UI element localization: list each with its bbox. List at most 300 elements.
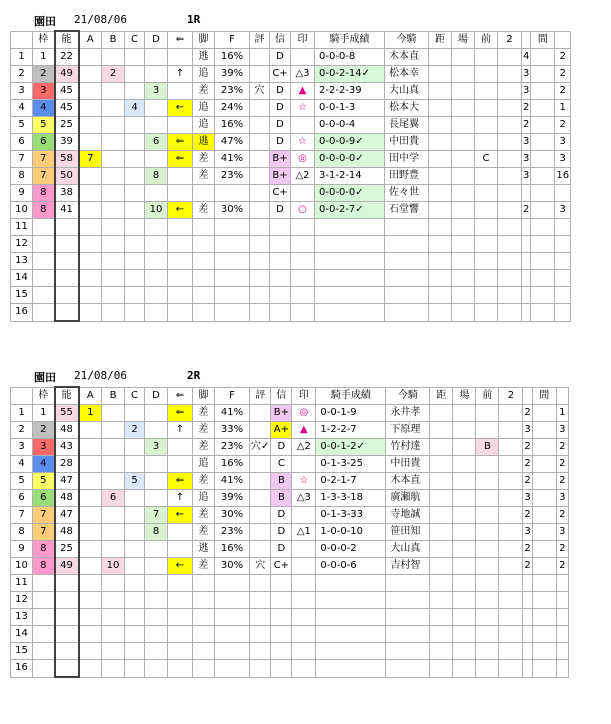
- mark-cell[interactable]: [292, 507, 316, 524]
- jockey-record-cell[interactable]: 0-1-3-25: [316, 456, 386, 473]
- empty-cell[interactable]: [102, 643, 125, 660]
- empty-cell[interactable]: [522, 219, 531, 236]
- empty-cell[interactable]: [125, 219, 145, 236]
- style-cell[interactable]: 差: [193, 473, 215, 490]
- jockey-record-cell[interactable]: 0-1-3-33: [316, 507, 386, 524]
- empty-cell[interactable]: [291, 219, 315, 236]
- empty-cell[interactable]: [193, 236, 215, 253]
- row-number[interactable]: 16: [11, 660, 33, 678]
- empty-cell[interactable]: [385, 270, 429, 287]
- c-cell[interactable]: [125, 66, 145, 83]
- waku-cell[interactable]: 1: [33, 49, 55, 66]
- confidence-cell[interactable]: C+: [270, 66, 291, 83]
- interval-cell[interactable]: 2: [556, 439, 568, 456]
- empty-cell[interactable]: [79, 592, 102, 609]
- a-cell[interactable]: [79, 558, 102, 575]
- hyo-cell[interactable]: [250, 422, 271, 439]
- empty-cell[interactable]: [429, 253, 452, 270]
- x-cell[interactable]: 3: [522, 168, 531, 185]
- b-cell[interactable]: [102, 507, 125, 524]
- f-cell[interactable]: 23%: [215, 439, 250, 456]
- jockey-record-cell[interactable]: 0-0-0-9✓: [315, 134, 385, 151]
- course-cell[interactable]: [453, 439, 476, 456]
- empty-cell[interactable]: [270, 253, 291, 270]
- x-cell[interactable]: 2: [522, 117, 531, 134]
- d-cell[interactable]: [145, 405, 168, 422]
- empty-cell[interactable]: [498, 253, 522, 270]
- x-cell[interactable]: 3: [522, 83, 531, 100]
- confidence-cell[interactable]: D: [270, 83, 291, 100]
- course-cell[interactable]: [452, 185, 475, 202]
- course-cell[interactable]: [453, 422, 476, 439]
- hyo-cell[interactable]: [250, 100, 270, 117]
- d-cell[interactable]: 10: [145, 202, 168, 219]
- ability-cell[interactable]: 25: [55, 117, 79, 134]
- interval-cell[interactable]: 2: [556, 456, 568, 473]
- arrow-cell[interactable]: [168, 456, 193, 473]
- mark-cell[interactable]: △2: [291, 168, 315, 185]
- style-cell[interactable]: 差: [193, 524, 215, 541]
- empty-cell[interactable]: [498, 236, 522, 253]
- waku-cell[interactable]: 5: [33, 117, 55, 134]
- empty-cell[interactable]: [168, 287, 193, 304]
- jockey-record-cell[interactable]: 0-0-0-4: [315, 117, 385, 134]
- interval-cell[interactable]: 2: [556, 507, 568, 524]
- empty-cell[interactable]: [555, 236, 571, 253]
- empty-cell[interactable]: [250, 609, 271, 626]
- prev-cell[interactable]: [475, 66, 498, 83]
- blank-cell[interactable]: [532, 524, 556, 541]
- course-cell[interactable]: [452, 83, 475, 100]
- confidence-cell[interactable]: C+: [270, 185, 291, 202]
- distance-cell[interactable]: [430, 490, 453, 507]
- confidence-cell[interactable]: B+: [271, 405, 292, 422]
- style-cell[interactable]: 逃: [193, 134, 215, 151]
- b-cell[interactable]: 10: [102, 558, 125, 575]
- x-cell[interactable]: 2: [523, 456, 532, 473]
- a-cell[interactable]: 1: [79, 405, 102, 422]
- empty-cell[interactable]: [193, 575, 215, 592]
- empty-cell[interactable]: [250, 236, 270, 253]
- empty-cell[interactable]: [315, 236, 385, 253]
- empty-cell[interactable]: [498, 219, 522, 236]
- distance-cell[interactable]: [430, 541, 453, 558]
- empty-cell[interactable]: [291, 270, 315, 287]
- confidence-cell[interactable]: D: [271, 524, 292, 541]
- empty-cell[interactable]: [429, 304, 452, 322]
- blank-cell[interactable]: [531, 66, 555, 83]
- empty-cell[interactable]: [453, 643, 476, 660]
- prev-cell[interactable]: [475, 185, 498, 202]
- mark-cell[interactable]: [292, 456, 316, 473]
- b-cell[interactable]: [102, 168, 125, 185]
- empty-cell[interactable]: [193, 643, 215, 660]
- empty-cell[interactable]: [79, 609, 102, 626]
- interval-cell[interactable]: 2: [555, 49, 571, 66]
- f-cell[interactable]: 30%: [215, 202, 250, 219]
- empty-cell[interactable]: [250, 626, 271, 643]
- empty-cell[interactable]: [145, 304, 168, 322]
- b-cell[interactable]: [102, 422, 125, 439]
- empty-cell[interactable]: [102, 660, 125, 678]
- empty-cell[interactable]: [291, 253, 315, 270]
- empty-cell[interactable]: [102, 253, 125, 270]
- d-cell[interactable]: 8: [145, 168, 168, 185]
- b-cell[interactable]: [102, 117, 125, 134]
- mark-cell[interactable]: ☆: [291, 100, 315, 117]
- mark-cell[interactable]: [291, 185, 315, 202]
- empty-cell[interactable]: [476, 643, 499, 660]
- empty-cell[interactable]: [292, 626, 316, 643]
- style-cell[interactable]: 追: [193, 490, 215, 507]
- arrow-cell[interactable]: [168, 439, 193, 456]
- c-cell[interactable]: [125, 558, 145, 575]
- empty-cell[interactable]: [522, 270, 531, 287]
- row-number[interactable]: 11: [11, 219, 33, 236]
- empty-cell[interactable]: [55, 287, 79, 304]
- empty-cell[interactable]: [291, 304, 315, 322]
- empty-cell[interactable]: [215, 575, 250, 592]
- empty-cell[interactable]: [215, 253, 250, 270]
- header-cell-blank[interactable]: [11, 387, 33, 405]
- empty-cell[interactable]: [556, 592, 568, 609]
- x-cell[interactable]: 2: [523, 507, 532, 524]
- empty-cell[interactable]: [271, 643, 292, 660]
- row-number[interactable]: 15: [11, 287, 33, 304]
- empty-cell[interactable]: [145, 609, 168, 626]
- jockey-record-cell[interactable]: 0-2-1-7: [316, 473, 386, 490]
- two-cell[interactable]: [498, 66, 522, 83]
- empty-cell[interactable]: [102, 626, 125, 643]
- b-cell[interactable]: [102, 185, 125, 202]
- hyo-cell[interactable]: [250, 117, 270, 134]
- prev-cell[interactable]: [475, 49, 498, 66]
- blank-cell[interactable]: [532, 507, 556, 524]
- waku-cell[interactable]: 3: [33, 83, 55, 100]
- confidence-cell[interactable]: D: [270, 134, 291, 151]
- ability-cell[interactable]: 55: [55, 405, 79, 422]
- empty-cell[interactable]: [145, 575, 168, 592]
- prev-cell[interactable]: [475, 100, 498, 117]
- empty-cell[interactable]: [385, 253, 429, 270]
- empty-cell[interactable]: [386, 643, 430, 660]
- empty-cell[interactable]: [475, 270, 498, 287]
- empty-cell[interactable]: [498, 270, 522, 287]
- course-cell[interactable]: [453, 524, 476, 541]
- row-number[interactable]: 10: [11, 202, 33, 219]
- empty-cell[interactable]: [145, 592, 168, 609]
- row-number[interactable]: 13: [11, 253, 33, 270]
- empty-cell[interactable]: [55, 236, 79, 253]
- b-cell[interactable]: 6: [102, 490, 125, 507]
- empty-cell[interactable]: [79, 660, 102, 678]
- a-cell[interactable]: [79, 83, 102, 100]
- interval-cell[interactable]: 16: [555, 168, 571, 185]
- empty-cell[interactable]: [316, 592, 386, 609]
- empty-cell[interactable]: [430, 592, 453, 609]
- arrow-cell[interactable]: ⇐: [168, 473, 193, 490]
- mark-cell[interactable]: [292, 541, 316, 558]
- course-cell[interactable]: [453, 490, 476, 507]
- empty-cell[interactable]: [532, 575, 556, 592]
- empty-cell[interactable]: [250, 219, 270, 236]
- blank-cell[interactable]: [531, 83, 555, 100]
- a-cell[interactable]: [79, 524, 102, 541]
- jockey-record-cell[interactable]: 3-1-2-14: [315, 168, 385, 185]
- confidence-cell[interactable]: B: [271, 473, 292, 490]
- empty-cell[interactable]: [250, 304, 270, 322]
- hyo-cell[interactable]: [250, 49, 270, 66]
- blank-cell[interactable]: [531, 117, 555, 134]
- interval-cell[interactable]: 3: [556, 422, 568, 439]
- empty-cell[interactable]: [215, 270, 250, 287]
- empty-cell[interactable]: [315, 253, 385, 270]
- two-cell[interactable]: [499, 524, 523, 541]
- d-cell[interactable]: [145, 100, 168, 117]
- row-number[interactable]: 5: [11, 117, 33, 134]
- style-cell[interactable]: 差: [193, 422, 215, 439]
- arrow-cell[interactable]: [168, 83, 193, 100]
- jockey-cell[interactable]: 寺地誠: [386, 507, 430, 524]
- jockey-cell[interactable]: 下原理: [386, 422, 430, 439]
- jockey-cell[interactable]: 松本大: [385, 100, 429, 117]
- empty-cell[interactable]: [193, 287, 215, 304]
- d-cell[interactable]: [145, 422, 168, 439]
- a-cell[interactable]: 7: [79, 151, 102, 168]
- empty-cell[interactable]: [453, 660, 476, 678]
- two-cell[interactable]: [498, 134, 522, 151]
- empty-cell[interactable]: [315, 219, 385, 236]
- empty-cell[interactable]: [55, 643, 79, 660]
- b-cell[interactable]: [102, 202, 125, 219]
- row-number[interactable]: 8: [11, 524, 33, 541]
- empty-cell[interactable]: [453, 609, 476, 626]
- empty-cell[interactable]: [522, 253, 531, 270]
- course-cell[interactable]: [452, 168, 475, 185]
- course-cell[interactable]: [452, 151, 475, 168]
- distance-cell[interactable]: [429, 66, 452, 83]
- empty-cell[interactable]: [79, 236, 102, 253]
- empty-cell[interactable]: [452, 304, 475, 322]
- x-cell[interactable]: 2: [523, 473, 532, 490]
- empty-cell[interactable]: [532, 626, 556, 643]
- empty-cell[interactable]: [79, 626, 102, 643]
- empty-cell[interactable]: [102, 592, 125, 609]
- ability-cell[interactable]: 39: [55, 134, 79, 151]
- empty-cell[interactable]: [215, 626, 250, 643]
- empty-cell[interactable]: [250, 270, 270, 287]
- d-cell[interactable]: [145, 151, 168, 168]
- row-number[interactable]: 15: [11, 643, 33, 660]
- d-cell[interactable]: [145, 456, 168, 473]
- empty-cell[interactable]: [386, 626, 430, 643]
- empty-cell[interactable]: [215, 304, 250, 322]
- empty-cell[interactable]: [125, 643, 145, 660]
- empty-cell[interactable]: [215, 236, 250, 253]
- a-cell[interactable]: [79, 490, 102, 507]
- arrow-cell[interactable]: ⇐: [168, 134, 193, 151]
- empty-cell[interactable]: [168, 660, 193, 678]
- two-cell[interactable]: [498, 83, 522, 100]
- d-cell[interactable]: 8: [145, 524, 168, 541]
- empty-cell[interactable]: [271, 575, 292, 592]
- empty-cell[interactable]: [250, 592, 271, 609]
- empty-cell[interactable]: [33, 643, 55, 660]
- c-cell[interactable]: [125, 49, 145, 66]
- style-cell[interactable]: 差: [193, 558, 215, 575]
- arrow-cell[interactable]: ←: [168, 100, 193, 117]
- empty-cell[interactable]: [102, 609, 125, 626]
- x-cell[interactable]: 2: [522, 202, 531, 219]
- empty-cell[interactable]: [523, 575, 532, 592]
- empty-cell[interactable]: [193, 626, 215, 643]
- empty-cell[interactable]: [315, 270, 385, 287]
- hyo-cell[interactable]: [250, 66, 270, 83]
- two-cell[interactable]: [499, 507, 523, 524]
- empty-cell[interactable]: [55, 270, 79, 287]
- blank-cell[interactable]: [531, 134, 555, 151]
- empty-cell[interactable]: [453, 592, 476, 609]
- prev-cell[interactable]: [476, 541, 499, 558]
- blank-cell[interactable]: [532, 541, 556, 558]
- row-number[interactable]: 8: [11, 168, 33, 185]
- two-cell[interactable]: [498, 117, 522, 134]
- empty-cell[interactable]: [556, 575, 568, 592]
- ability-cell[interactable]: 28: [55, 456, 79, 473]
- f-cell[interactable]: 30%: [215, 558, 250, 575]
- jockey-cell[interactable]: 佐々世: [385, 185, 429, 202]
- empty-cell[interactable]: [555, 270, 571, 287]
- empty-cell[interactable]: [316, 575, 386, 592]
- ability-cell[interactable]: 49: [55, 66, 79, 83]
- distance-cell[interactable]: [429, 134, 452, 151]
- two-cell[interactable]: [498, 168, 522, 185]
- confidence-cell[interactable]: B: [271, 490, 292, 507]
- empty-cell[interactable]: [271, 609, 292, 626]
- ability-cell[interactable]: 47: [55, 507, 79, 524]
- confidence-cell[interactable]: D: [270, 202, 291, 219]
- a-cell[interactable]: [79, 100, 102, 117]
- distance-cell[interactable]: [429, 100, 452, 117]
- empty-cell[interactable]: [102, 287, 125, 304]
- jockey-record-cell[interactable]: 2-2-2-39: [315, 83, 385, 100]
- prev-cell[interactable]: [476, 456, 499, 473]
- jockey-record-cell[interactable]: 0-0-0-0✓: [315, 151, 385, 168]
- empty-cell[interactable]: [476, 609, 499, 626]
- empty-cell[interactable]: [532, 592, 556, 609]
- x-cell[interactable]: 2: [523, 558, 532, 575]
- empty-cell[interactable]: [429, 270, 452, 287]
- hyo-cell[interactable]: [250, 405, 271, 422]
- prev-cell[interactable]: [475, 134, 498, 151]
- empty-cell[interactable]: [270, 270, 291, 287]
- hyo-cell[interactable]: [250, 185, 270, 202]
- interval-cell[interactable]: 3: [555, 151, 571, 168]
- jockey-cell[interactable]: 長尾翼: [385, 117, 429, 134]
- a-cell[interactable]: [79, 439, 102, 456]
- f-cell[interactable]: 41%: [215, 151, 250, 168]
- empty-cell[interactable]: [475, 304, 498, 322]
- d-cell[interactable]: [145, 473, 168, 490]
- empty-cell[interactable]: [271, 660, 292, 678]
- mark-cell[interactable]: ◎: [291, 151, 315, 168]
- ability-cell[interactable]: 45: [55, 100, 79, 117]
- x-cell[interactable]: 2: [523, 541, 532, 558]
- course-cell[interactable]: [452, 202, 475, 219]
- waku-cell[interactable]: 3: [33, 439, 55, 456]
- empty-cell[interactable]: [386, 609, 430, 626]
- empty-cell[interactable]: [270, 304, 291, 322]
- arrow-cell[interactable]: [168, 168, 193, 185]
- empty-cell[interactable]: [555, 304, 571, 322]
- two-cell[interactable]: [498, 151, 522, 168]
- style-cell[interactable]: 差: [193, 202, 215, 219]
- two-cell[interactable]: [499, 541, 523, 558]
- jockey-record-cell[interactable]: 0-0-2-14✓: [315, 66, 385, 83]
- empty-cell[interactable]: [315, 287, 385, 304]
- empty-cell[interactable]: [33, 609, 55, 626]
- empty-cell[interactable]: [168, 304, 193, 322]
- empty-cell[interactable]: [55, 304, 79, 322]
- c-cell[interactable]: [125, 541, 145, 558]
- arrow-cell[interactable]: ←: [168, 202, 193, 219]
- a-cell[interactable]: [79, 185, 102, 202]
- row-number[interactable]: 7: [11, 151, 33, 168]
- hyo-cell[interactable]: [250, 134, 270, 151]
- empty-cell[interactable]: [429, 236, 452, 253]
- c-cell[interactable]: [125, 490, 145, 507]
- empty-cell[interactable]: [292, 592, 316, 609]
- x-cell[interactable]: 2: [523, 439, 532, 456]
- empty-cell[interactable]: [315, 304, 385, 322]
- b-cell[interactable]: [102, 541, 125, 558]
- waku-cell[interactable]: 1: [33, 405, 55, 422]
- hyo-cell[interactable]: 穴: [250, 83, 270, 100]
- row-number[interactable]: 1: [11, 49, 33, 66]
- empty-cell[interactable]: [55, 575, 79, 592]
- jockey-cell[interactable]: 松本幸: [385, 66, 429, 83]
- waku-cell[interactable]: 8: [33, 185, 55, 202]
- f-cell[interactable]: 23%: [215, 524, 250, 541]
- empty-cell[interactable]: [385, 219, 429, 236]
- empty-cell[interactable]: [498, 287, 522, 304]
- empty-cell[interactable]: [102, 575, 125, 592]
- a-cell[interactable]: [79, 134, 102, 151]
- hyo-cell[interactable]: [250, 524, 271, 541]
- waku-cell[interactable]: 8: [33, 558, 55, 575]
- empty-cell[interactable]: [499, 575, 523, 592]
- x-cell[interactable]: 2: [523, 405, 532, 422]
- arrow-cell[interactable]: ←: [168, 558, 193, 575]
- waku-cell[interactable]: 6: [33, 134, 55, 151]
- b-cell[interactable]: [102, 405, 125, 422]
- empty-cell[interactable]: [55, 660, 79, 678]
- c-cell[interactable]: [125, 456, 145, 473]
- mark-cell[interactable]: ▲: [291, 83, 315, 100]
- empty-cell[interactable]: [145, 287, 168, 304]
- two-cell[interactable]: [499, 422, 523, 439]
- row-number[interactable]: 1: [11, 405, 33, 422]
- empty-cell[interactable]: [386, 592, 430, 609]
- x-cell[interactable]: 2: [522, 100, 531, 117]
- prev-cell[interactable]: [476, 558, 499, 575]
- d-cell[interactable]: [145, 185, 168, 202]
- b-cell[interactable]: [102, 83, 125, 100]
- mark-cell[interactable]: [292, 558, 316, 575]
- row-number[interactable]: 10: [11, 558, 33, 575]
- distance-cell[interactable]: [430, 558, 453, 575]
- row-number[interactable]: 6: [11, 134, 33, 151]
